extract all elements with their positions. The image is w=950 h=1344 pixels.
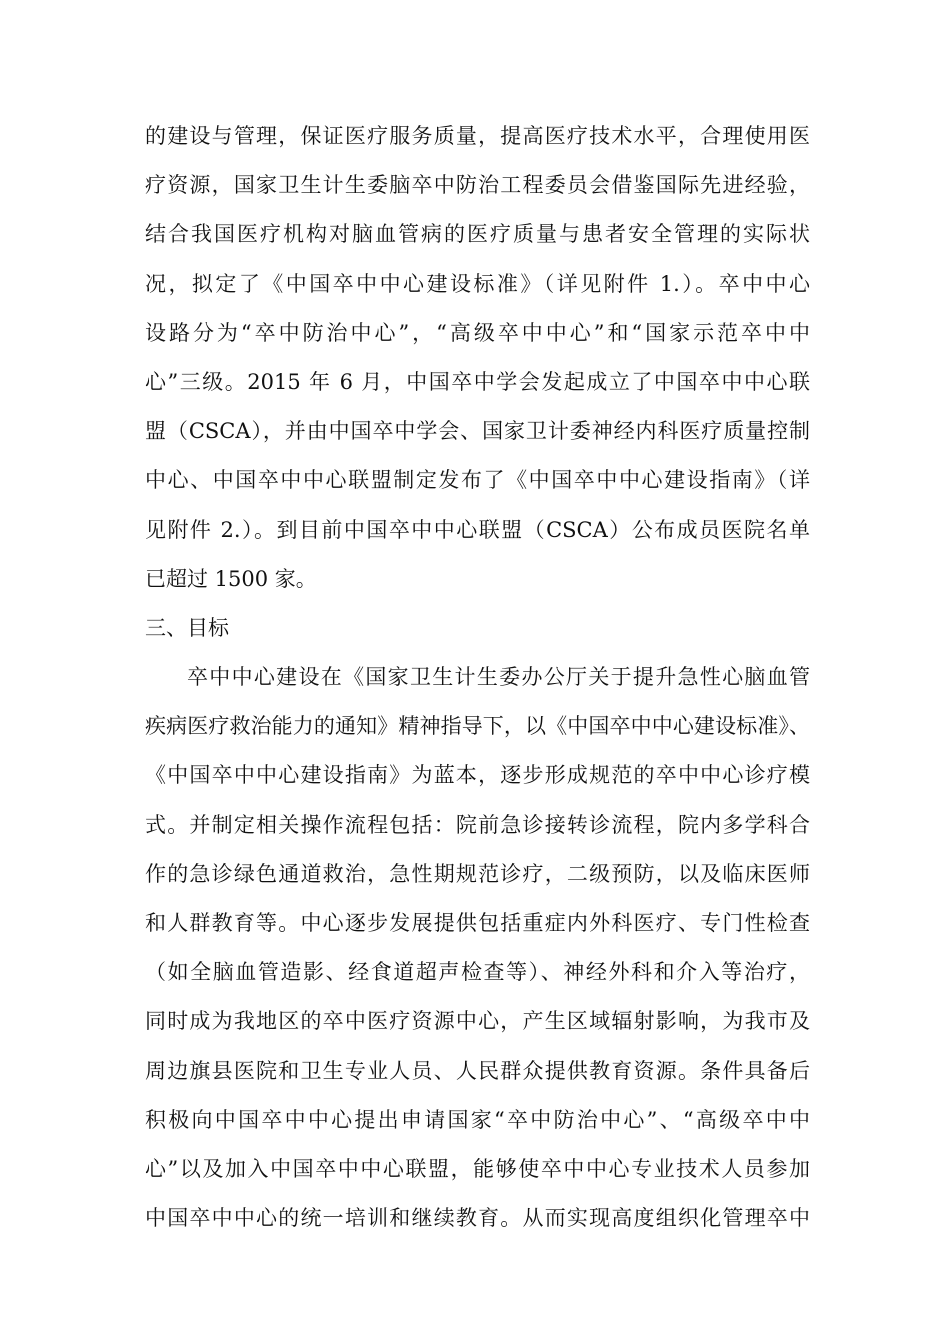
text-line: 已超过 1500 家。 [145,566,317,591]
text-line: 积极向中国卒中中心提出申请国家“卒中防治中心”、“高级卒中中 [145,1107,810,1132]
text-line: 作的急诊绿色通道救治，急性期规范诊疗，二级预防，以及临床医师 [145,861,810,886]
text-line: 式。并制定相关操作流程包括：院前急诊接转诊流程，院内多学科合 [145,812,810,837]
text-line: 和人群教育等。中心逐步发展提供包括重症内外科医疗、专门性检查 [145,911,810,935]
text-line: 盟（CSCA），并由中国卒中学会、国家卫计委神经内科医疗质量控制 [145,419,810,444]
text-line: 疗资源，国家卫生计生委脑卒中防治工程委员会借鉴国际先进经验， [145,173,810,198]
text-line: 心”以及加入中国卒中中心联盟，能够使卒中中心专业技术人员参加 [145,1156,810,1181]
text-line: 结合我国医疗机构对脑血管病的医疗质量与患者安全管理的实际状 [145,222,810,247]
text-line: 疾病医疗救治能力的通知》精神指导下，以《中国卒中中心建设标准》、 [145,714,810,739]
text-line: （如全脑血管造影、经食道超声检查等）、神经外科和介入等治疗， [145,960,810,985]
text-line: 的建设与管理，保证医疗服务质量，提高医疗技术水平，合理使用医 [145,124,810,148]
paragraph-stroke-center-standards [145,112,810,604]
text-line: 卒中中心建设在《国家卫生计生委办公厅关于提升急性心脑血管 [187,665,810,690]
text-line: 心”三级。2015 年 6 月，中国卒中学会发起成立了中国卒中中心联 [145,369,810,394]
text-line: 况，拟定了《中国卒中中心建设标准》（详见附件 1.）。卒中中心 [145,271,810,296]
text-line: 见附件 2.）。到目前中国卒中中心联盟（CSCA）公布成员医院名单 [145,517,810,542]
text-line: 同时成为我地区的卒中医疗资源中心，产生区域辐射影响，为我市及 [145,1009,810,1034]
text-line: 《中国卒中中心建设指南》为蓝本，逐步形成规范的卒中中心诊疗模 [145,763,810,788]
text-line: 中国卒中中心的统一培训和继续教育。从而实现高度组织化管理卒中 [145,1206,810,1231]
text-line: 设路分为“卒中防治中心”，“高级卒中中心”和“国家示范卒中中 [145,320,810,345]
document-body [145,112,810,1243]
text-line: 中心、中国卒中中心联盟制定发布了《中国卒中中心建设指南》（详 [145,468,810,493]
paragraph-goals [145,653,810,1243]
section-heading-goals: 三、目标 [145,615,229,640]
text-line: 周边旗县医院和卫生专业人员、人民群众提供教育资源。条件具备后 [145,1058,810,1083]
